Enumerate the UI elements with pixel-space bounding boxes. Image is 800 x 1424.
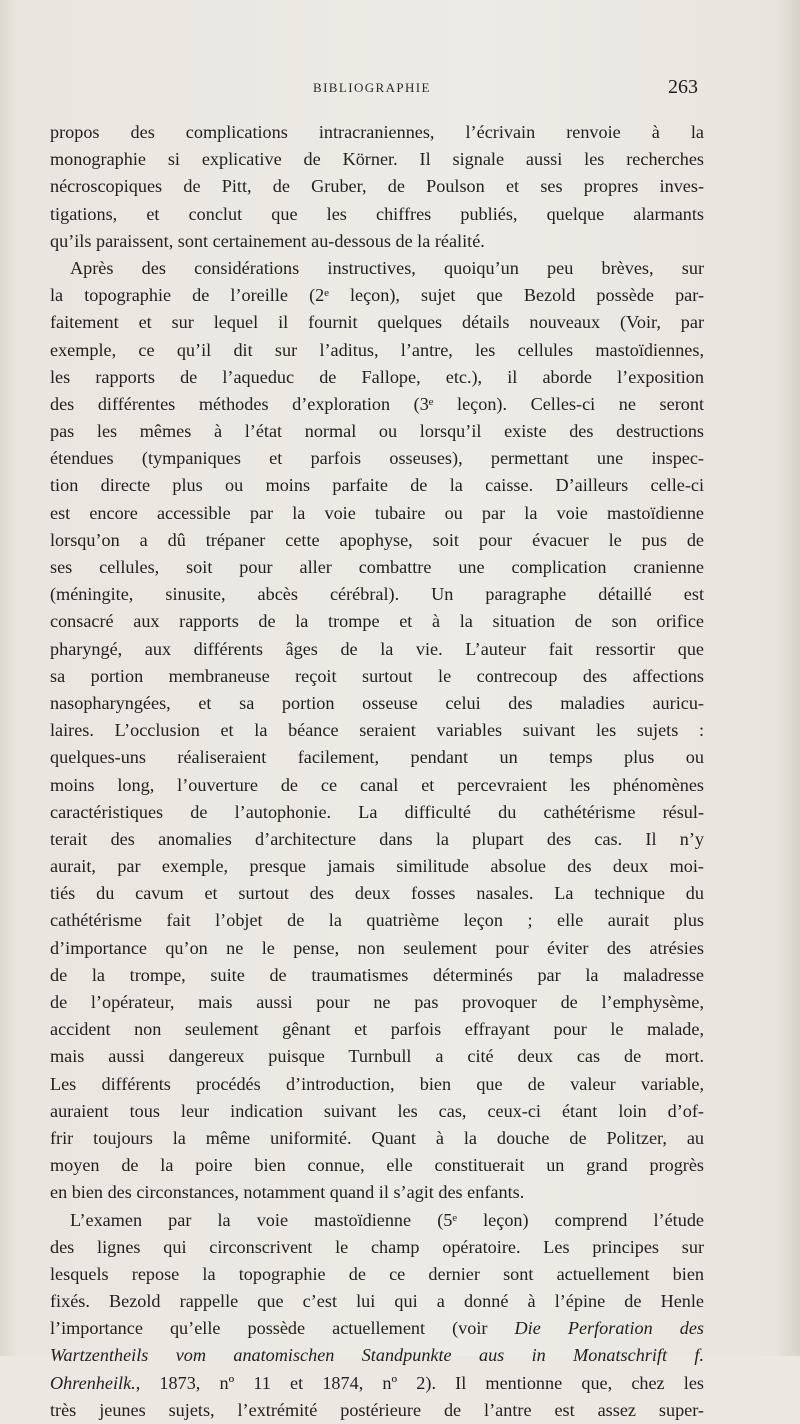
text-line: des différentes méthodes d’exploration (3ᵉ leçon). Celles-ci ne seront [50, 393, 704, 414]
text-line: qu’ils paraissent, sont certainement au-dessous de la réalité. [50, 230, 485, 251]
text-line: aurait, par exemple, presque jamais similitude absolue des deux moi- [50, 856, 704, 877]
text-line: des lignes qui circonscrivent le champ opératoire. Les principes sur [50, 1236, 704, 1257]
text-line: exemple, ce qu’il dit sur l’aditus, l’antre, les cellules mastoïdiennes, [50, 339, 704, 360]
text-line: les rapports de l’aqueduc de Fallope, etc.), il aborde l’exposition [50, 366, 704, 387]
page-header [0, 76, 800, 102]
text-line: de l’opérateur, mais aussi pour ne pas provoquer de l’emphysème, [50, 992, 704, 1012]
text-line: frir toujours la même uniformité. Quant à la douche de Politzer, au [50, 1127, 704, 1148]
text-line: monographie si explicative de Körner. Il signale aussi les recherches [50, 149, 704, 170]
text-line: en bien des circonstances, notamment quand il s’agit des enfants. [50, 1182, 525, 1203]
text-line: propos des complications intracraniennes, l’écrivain renvoie à la [50, 122, 704, 142]
text-segment: l’importance qu’elle possède actuellement (voir [50, 1318, 488, 1339]
text-line: tion directe plus ou moins parfaite de la caisse. D’ailleurs celle-ci [50, 475, 704, 496]
text-line: lorsqu’on a dû trépaner cette apophyse, soit pour évacuer le pus de [50, 529, 704, 550]
text-line: la topographie de l’oreille (2ᵉ leçon), sujet que Bezold possède par- [50, 285, 704, 306]
text-line: de la trompe, suite de traumatismes déterminés par la maladresse [50, 964, 704, 985]
text-line: lesquels repose la topographie de ce dernier sont actuellement bien [50, 1263, 704, 1284]
text-line: L’examen par la voie mastoïdienne (5ᵉ leçon) comprend l’étude [70, 1209, 704, 1230]
text-line: d’importance qu’on ne le pense, non seulement pour éviter des atrésies [50, 937, 704, 958]
text-line: cathétérisme fait l’objet de la quatrième leçon ; elle aurait plus [50, 910, 704, 931]
text-line: accident non seulement gênant et parfois effrayant pour le malade, [50, 1019, 704, 1040]
text-line: tiés du cavum et surtout des deux fosses nasales. La technique du [50, 883, 704, 904]
text-line: moyen de la poire bien connue, elle constituerait un grand progrès [50, 1155, 704, 1176]
body-text [50, 119, 704, 1424]
text-line: Après des considérations instructives, quoiqu’un peu brèves, sur [70, 257, 704, 278]
text-line: pharyngé, aux différents âges de la vie. L’auteur fait ressortir que [50, 638, 704, 659]
text-segment: , 1873, nº 11 et 1874, nº 2). Il mentionne que, chez les [135, 1372, 704, 1393]
text-line: ses cellules, soit pour aller combattre une complication cranienne [50, 557, 704, 577]
text-line: mais aussi dangereux puisque Turnbull a cité deux cas de mort. [50, 1046, 704, 1067]
italic-title: Ohrenheilk. [50, 1372, 136, 1393]
text-line [50, 1315, 704, 1342]
running-title: BIBLIOGRAPHIE [313, 80, 431, 95]
text-line: tigations, et conclut que les chiffres publiés, quelque alarmants [50, 203, 704, 224]
text-line: pas les mêmes à l’état normal ou lorsqu’il existe des destructions [50, 421, 704, 442]
text-line: terait des anomalies d’architecture dans la plupart des cas. Il n’y [50, 828, 704, 849]
text-line: Les différents procédés d’introduction, bien que de valeur variable, [50, 1073, 704, 1094]
page-number: 263 [668, 76, 698, 98]
text-line: caractéristiques de l’autophonie. La difficulté du cathétérisme résul- [50, 801, 704, 822]
text-line: sa portion membraneuse reçoit surtout le contrecoup des affections [50, 665, 704, 686]
text-line [50, 1370, 704, 1397]
text-line: étendues (tympaniques et parfois osseuses), permettant une inspec- [50, 448, 704, 469]
text-line: laires. L’occlusion et la béance seraient variables suivant les sujets : [50, 720, 704, 741]
text-line: est encore accessible par la voie tubaire ou par la voie mastoïdienne [50, 502, 704, 523]
text-line: moins long, l’ouverture de ce canal et percevraient les phénomènes [50, 774, 704, 795]
text-line: (méningite, sinusite, abcès cérébral). Un paragraphe détaillé est [50, 584, 704, 605]
text-line: consacré aux rapports de la trompe et à la situation de son orifice [50, 611, 704, 632]
text-line: fixés. Bezold rappelle que c’est lui qui a donné à l’épine de Henle [50, 1291, 704, 1312]
text-line: Wartzentheils vom anatomischen Standpunkte aus in Monatschrift f. [50, 1345, 704, 1366]
italic-title: Die Perforation des [514, 1318, 705, 1339]
text-line: nasopharyngées, et sa portion osseuse celui des maladies auricu- [50, 692, 704, 713]
text-line: faitement et sur lequel il fournit quelques détails nouveaux (Voir, par [50, 312, 704, 333]
text-line: nécroscopiques de Pitt, de Gruber, de Poulson et ses propres inves- [50, 176, 704, 197]
text-line: auraient tous leur indication suivant les cas, ceux-ci étant loin d’of- [50, 1100, 704, 1121]
text-line: très jeunes sujets, l’extrémité postérieure de l’antre est assez super- [50, 1399, 704, 1420]
text-line: quelques-uns réaliseraient facilement, pendant un temps plus ou [50, 747, 704, 768]
